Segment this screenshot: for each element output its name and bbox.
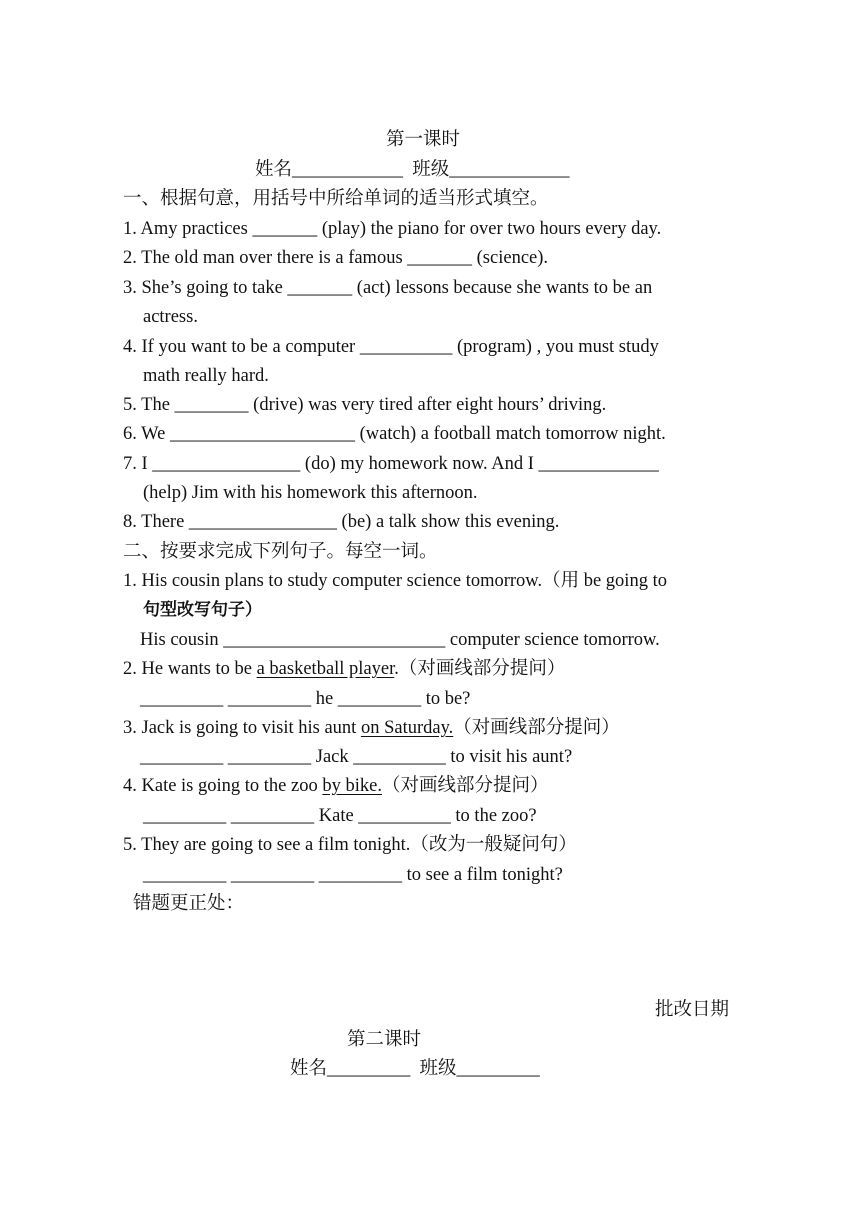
grading-date-label: 批改日期 xyxy=(655,1000,730,1020)
section2-question-5: 5. They are going to see a film tonight.（改为一般疑问句） xyxy=(123,835,577,855)
section1-question-4-line2: math really hard. xyxy=(143,366,269,386)
section2-heading: 二、按要求完成下列句子。每空一词。 xyxy=(123,542,438,562)
section1-heading: 一、根据句意，用括号中所给单词的适当形式填空。 xyxy=(123,189,549,209)
lesson1-title: 第一课时 xyxy=(386,130,461,150)
q3-text-before: 3. Jack is going to visit his aunt xyxy=(123,718,361,738)
section1-question-8: 8. There ________________ (be) a talk show this evening. xyxy=(123,512,560,532)
q4-text-after: （对画线部分提问） xyxy=(381,776,549,796)
q3-text-after: （对画线部分提问） xyxy=(453,718,620,738)
section2-question-3 xyxy=(123,716,620,740)
section2-question-5-answer: _________ _________ _________ to see a film tonight? xyxy=(143,865,563,885)
q4-text-before: 4. Kate is going to the zoo xyxy=(123,776,323,796)
q4-underlined-phrase: by bike. xyxy=(322,776,382,796)
section1-question-3-line1: 3. She’s going to take _______ (act) lessons because she wants to be an xyxy=(123,278,653,298)
q2-text-before: 2. He wants to be xyxy=(123,659,257,679)
section1-question-6: 6. We ____________________ (watch) a football match tomorrow night. xyxy=(123,424,666,444)
q3-underlined-phrase: on Saturday. xyxy=(360,718,454,738)
section2-question-2-answer: _________ _________ he _________ to be? xyxy=(140,689,471,709)
section2-question-1-line2: 句型改写句子） xyxy=(143,600,262,620)
section1-question-5: 5. The ________ (drive) was very tired after eight hours’ driving. xyxy=(123,395,607,415)
section1-question-7-line1: 7. I ________________ (do) my homework now. And I _____________ xyxy=(123,454,659,474)
section2-question-3-answer: _________ _________ Jack __________ to visit his aunt? xyxy=(140,747,573,767)
section2-question-4-answer: _________ _________ Kate __________ to the zoo? xyxy=(143,806,537,826)
correction-area-label: 错题更正处： xyxy=(133,894,245,914)
section2-question-1-answer: His cousin ________________________ computer science tomorrow. xyxy=(140,630,660,650)
section1-question-7-line2: (help) Jim with his homework this afternoon. xyxy=(143,483,478,503)
section1-question-4-line1: 4. If you want to be a computer __________ (program) , you must study xyxy=(123,337,659,357)
q2-underlined-phrase: a basketball player xyxy=(256,659,395,679)
section2-question-2 xyxy=(123,657,565,681)
section2-question-4 xyxy=(123,774,548,798)
lesson2-name-class-line: 姓名_________ 班级_________ xyxy=(290,1059,540,1079)
q2-text-after: .（对画线部分提问） xyxy=(394,659,566,679)
section1-question-1: 1. Amy practices _______ (play) the piano for over two hours every day. xyxy=(123,219,662,239)
lesson2-title: 第二课时 xyxy=(347,1030,422,1050)
section1-question-3-line2: actress. xyxy=(143,307,198,327)
section1-question-2: 2. The old man over there is a famous _______ (science). xyxy=(123,248,549,268)
section2-question-1-line1: 1. His cousin plans to study computer science tomorrow.（用 be going to xyxy=(123,571,667,591)
lesson1-name-class-line: 姓名____________ 班级_____________ xyxy=(255,160,570,180)
